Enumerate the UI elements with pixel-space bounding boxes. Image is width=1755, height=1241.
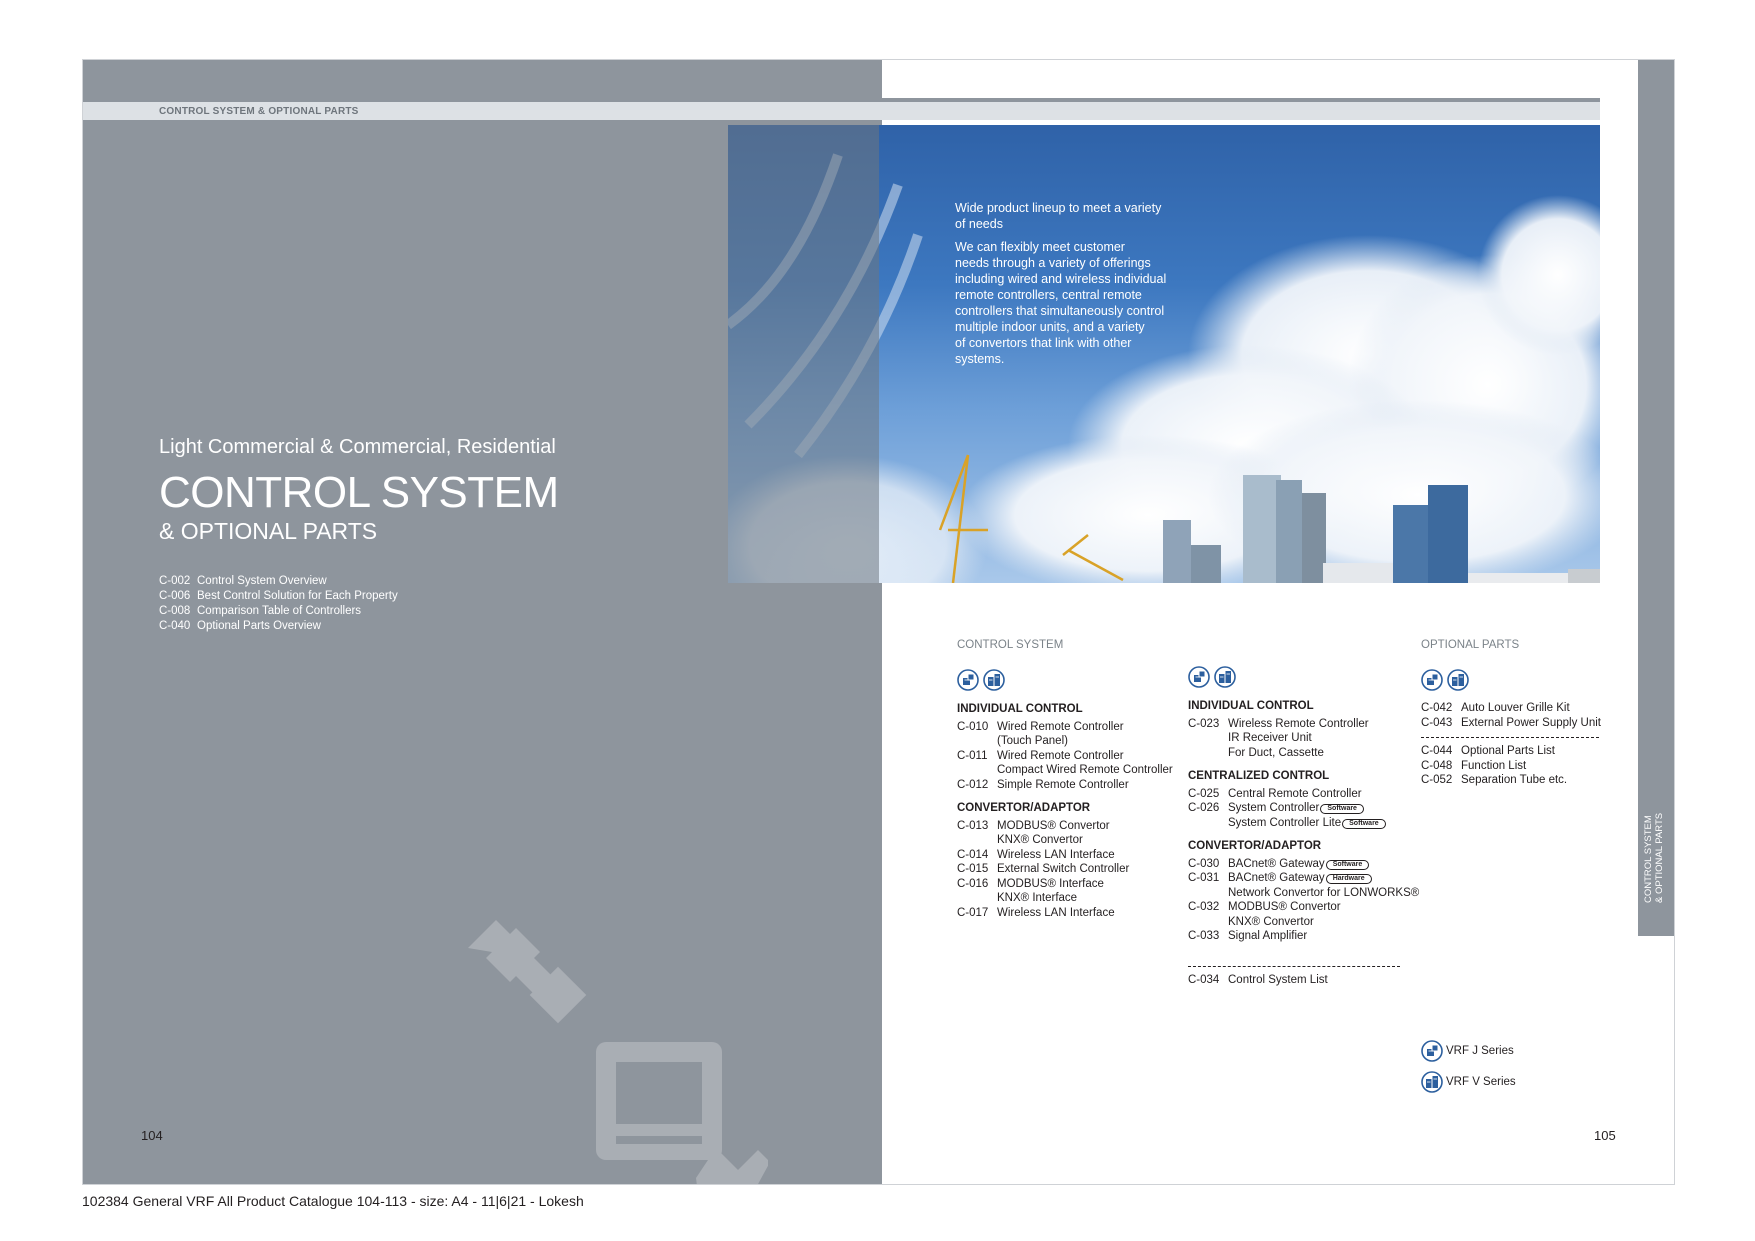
legend-item: VRF V Series: [1421, 1070, 1516, 1094]
individual-control-heading: INDIVIDUAL CONTROL: [957, 703, 1083, 715]
list-item[interactable]: C-031 BACnet® Gateway Hardware: [1188, 871, 1400, 886]
list-item[interactable]: C-033 Signal Amplifier: [1188, 930, 1308, 942]
vrf-j-series-icon: [957, 669, 979, 691]
list-item[interactable]: C-015 External Switch Controller: [957, 863, 1130, 875]
photo-gray-overlay: [728, 125, 879, 583]
convertor-adaptor-heading: CONVERTOR/ADAPTOR: [957, 802, 1091, 814]
individual-control-heading: INDIVIDUAL CONTROL: [1188, 700, 1314, 712]
series-legend: [1421, 1039, 1516, 1101]
optional-parts-heading: OPTIONAL PARTS: [1421, 639, 1520, 651]
control-system-heading: CONTROL SYSTEM: [957, 639, 1064, 651]
wrench-laptop-icon: [468, 910, 768, 1185]
series-icons: [957, 669, 1173, 693]
list-item[interactable]: C-025 Central Remote Controller: [1188, 787, 1362, 800]
legend-item: VRF J Series: [1421, 1039, 1516, 1063]
catalogue-spread: [82, 59, 1675, 1185]
list-item[interactable]: C-042 Auto Louver Grille Kit: [1421, 702, 1570, 714]
print-footer: 102384 General VRF All Product Catalogue 104-113 - size: A4 - 11|6|21 - Lokesh: [82, 1193, 584, 1209]
list-item[interactable]: For Duct, Cassette: [1228, 746, 1324, 759]
optional-parts-column: [1421, 669, 1599, 788]
list-item[interactable]: KNX® Convertor: [997, 834, 1083, 846]
list-item[interactable]: C-012 Simple Remote Controller: [957, 778, 1129, 791]
vrf-v-series-icon: [1214, 666, 1236, 688]
contents-item[interactable]: C-006 Best Control Solution for Each Property: [159, 590, 398, 602]
list-item[interactable]: C-044 Optional Parts List: [1421, 745, 1555, 757]
list-item[interactable]: C-034 Control System List: [1188, 973, 1328, 986]
dashed-divider: [1188, 966, 1400, 967]
list-item[interactable]: IR Receiver Unit: [1228, 732, 1312, 744]
list-item[interactable]: C-013 MODBUS® Convertor: [957, 819, 1110, 832]
list-item[interactable]: C-010 Wired Remote Controller: [957, 720, 1124, 733]
chapter-title-line2: & OPTIONAL PARTS: [159, 518, 378, 544]
list-item[interactable]: KNX® Convertor: [1228, 915, 1314, 928]
side-tab-label: CONTROL SYSTEM & OPTIONAL PARTS: [1643, 812, 1665, 903]
software-badge: Software: [1326, 860, 1370, 870]
photo-headline: Wide product lineup to meet a variety of needs: [955, 201, 1162, 231]
vrf-v-series-icon: [1421, 1071, 1443, 1093]
control-column-1: [957, 669, 1173, 920]
contents-item[interactable]: C-040 Optional Parts Overview: [159, 620, 321, 632]
centralized-control-heading: CENTRALIZED CONTROL: [1188, 770, 1330, 782]
vrf-j-series-icon: [1188, 666, 1210, 688]
city-sky-photo: [728, 125, 1600, 583]
list-item[interactable]: C-048 Function List: [1421, 759, 1527, 772]
list-item[interactable]: C-026 System Controller Software: [1188, 801, 1400, 816]
list-item[interactable]: Compact Wired Remote Controller: [997, 764, 1173, 776]
convertor-adaptor-heading: CONVERTOR/ADAPTOR: [1188, 840, 1322, 852]
series-icons: [1421, 669, 1599, 693]
contents-item[interactable]: C-008 Comparison Table of Controllers: [159, 605, 362, 617]
list-item[interactable]: C-032 MODBUS® Convertor: [1188, 901, 1341, 913]
chapter-contents: [159, 574, 398, 634]
page-number-right: 105: [1594, 1128, 1616, 1143]
list-item[interactable]: C-011 Wired Remote Controller: [957, 749, 1124, 762]
page-number-left: 104: [141, 1128, 163, 1143]
vrf-j-series-icon: [1421, 669, 1443, 691]
vrf-j-series-icon: [1421, 1040, 1443, 1062]
hardware-badge: Hardware: [1326, 874, 1372, 884]
photo-body-text: We can flexibly meet customer needs through a variety of offerings including wired and wireless individual remote controllers, central remote controllers that simultaneously control multiple indoor units, and a variety of convertors that link with other systems.: [955, 240, 1167, 366]
list-item[interactable]: System Controller Lite Software: [1188, 816, 1400, 831]
list-item[interactable]: Network Convertor for LONWORKS®: [1228, 886, 1420, 899]
list-item[interactable]: C-016 MODBUS® Interface: [957, 877, 1104, 890]
list-item[interactable]: C-023 Wireless Remote Controller: [1188, 717, 1369, 730]
section-side-tab[interactable]: [1638, 60, 1675, 936]
list-item[interactable]: C-030 BACnet® Gateway Software: [1188, 857, 1400, 872]
software-badge: Software: [1342, 819, 1386, 829]
list-item[interactable]: C-043 External Power Supply Unit: [1421, 716, 1601, 729]
list-item[interactable]: C-017 Wireless LAN Interface: [957, 906, 1115, 919]
series-icons: [1188, 666, 1400, 690]
contents-item[interactable]: C-002 Control System Overview: [159, 575, 327, 587]
dashed-divider: [1421, 737, 1599, 738]
list-item[interactable]: KNX® Interface: [997, 892, 1078, 904]
segment-subtitle: Light Commercial & Commercial, Residential: [159, 436, 556, 458]
vrf-v-series-icon: [983, 669, 1005, 691]
list-item[interactable]: (Touch Panel): [997, 735, 1068, 747]
vrf-v-series-icon: [1447, 669, 1469, 691]
list-item[interactable]: C-014 Wireless LAN Interface: [957, 848, 1115, 861]
running-header: CONTROL SYSTEM & OPTIONAL PARTS: [159, 106, 359, 117]
control-column-2: [1188, 666, 1420, 987]
software-badge: Software: [1320, 804, 1364, 814]
chapter-title: CONTROL SYSTEM: [159, 468, 559, 517]
list-item[interactable]: C-052 Separation Tube etc.: [1421, 774, 1568, 786]
